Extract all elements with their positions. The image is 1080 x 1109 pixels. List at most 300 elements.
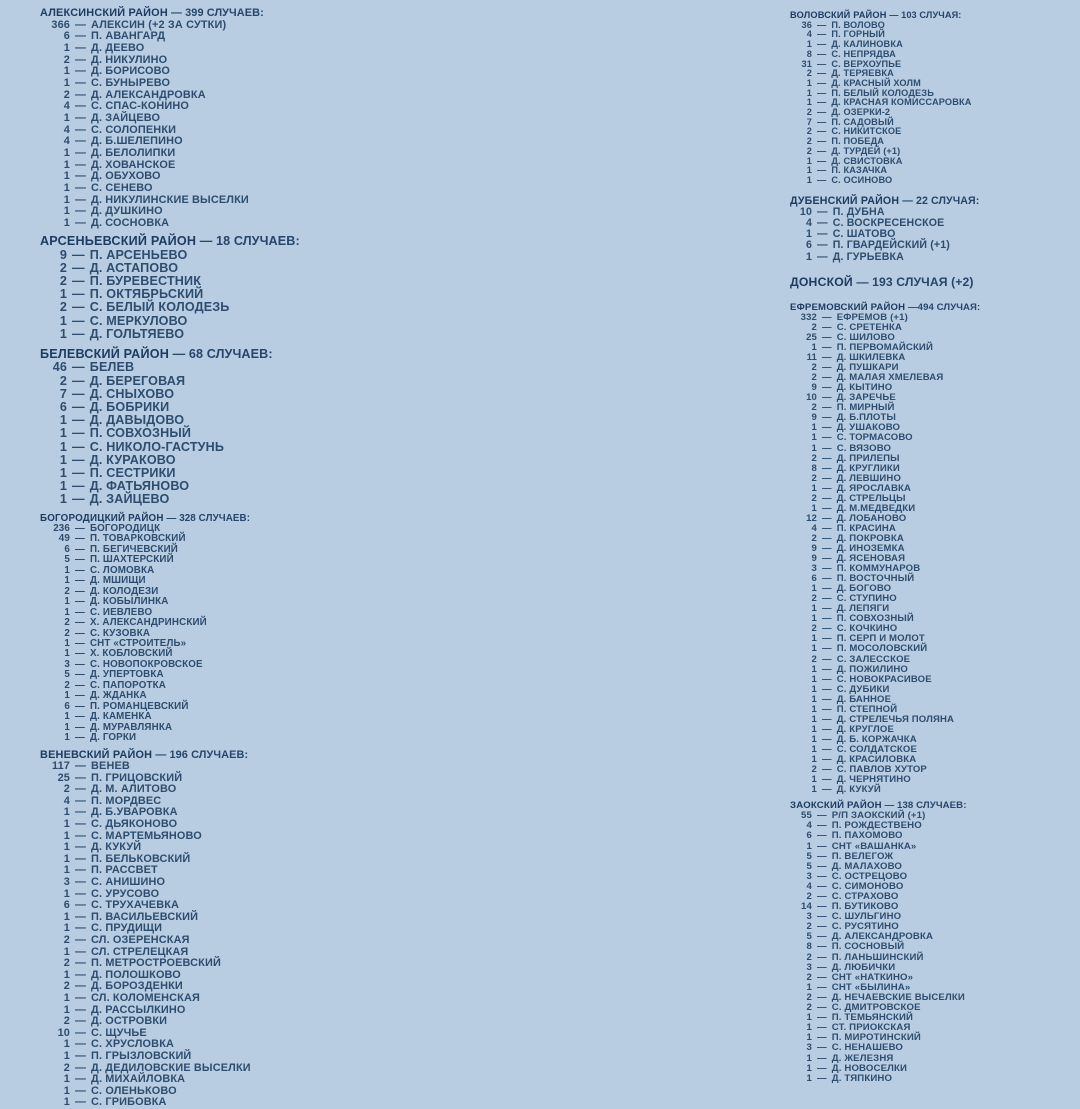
settlement-case-count: 4 bbox=[63, 123, 70, 136]
settlement-name: Д. ОБУХОВО bbox=[91, 170, 161, 183]
dash-separator: — bbox=[817, 39, 827, 50]
dash-separator: — bbox=[822, 362, 832, 374]
settlement-name: Д. ШКИЛЕВКА bbox=[836, 352, 906, 364]
dash-separator: — bbox=[817, 1032, 827, 1044]
settlement-row bbox=[790, 715, 1080, 725]
settlement-case-count: 25 bbox=[57, 771, 70, 784]
settlement-row bbox=[790, 454, 1080, 464]
settlement-case-count: 1 bbox=[63, 111, 70, 124]
settlement-case-count: 1 bbox=[63, 991, 70, 1004]
dash-separator: — bbox=[817, 850, 827, 862]
settlement-case-count: 1 bbox=[63, 76, 70, 89]
dash-separator: — bbox=[817, 19, 827, 30]
dash-separator: — bbox=[75, 1038, 87, 1051]
settlement-case-count: 8 bbox=[806, 941, 812, 953]
dash-separator: — bbox=[72, 313, 85, 328]
settlement-case-count: 5 bbox=[806, 860, 812, 872]
dash-separator: — bbox=[75, 721, 85, 733]
dash-separator: — bbox=[817, 991, 827, 1003]
settlement-name: С. ШАТОВО bbox=[832, 228, 896, 241]
dash-separator: — bbox=[822, 673, 832, 685]
settlement-case-count: 1 bbox=[63, 852, 70, 865]
settlement-name: С. СОЛДАТСКОЕ bbox=[836, 743, 917, 755]
settlement-name: П. ЛАНЬШИНСКИЙ bbox=[831, 951, 924, 963]
settlement-case-count: 9 bbox=[59, 247, 67, 262]
settlement-case-count: 1 bbox=[806, 165, 812, 176]
settlement-name: Д. М.МЕДВЕДКИ bbox=[836, 502, 916, 514]
dash-separator: — bbox=[817, 107, 827, 118]
settlement-name: Д. НИКУЛИНО bbox=[91, 53, 168, 66]
settlement-case-count: 1 bbox=[59, 287, 67, 302]
settlement-name: Д. МШИЩИ bbox=[89, 575, 146, 587]
settlement-name: С. СИМОНОВО bbox=[831, 880, 904, 892]
dash-separator: — bbox=[822, 683, 832, 695]
settlement-case-count: 2 bbox=[811, 593, 817, 605]
settlement-case-count: 1 bbox=[806, 1022, 812, 1034]
settlement-case-count: 1 bbox=[64, 732, 70, 744]
settlement-case-count: 4 bbox=[63, 794, 70, 807]
settlement-case-count: 6 bbox=[64, 543, 70, 555]
settlement-name: П. РОМАНЦЕВСКИЙ bbox=[89, 700, 189, 712]
district-case-count: — 18 СЛУЧАЕВ: bbox=[196, 234, 300, 249]
dash-separator: — bbox=[822, 482, 832, 494]
settlement-case-count: 2 bbox=[63, 1061, 70, 1074]
settlement-name: СЛ. СТРЕЛЕЦКАЯ bbox=[91, 945, 189, 958]
dash-separator: — bbox=[822, 764, 832, 776]
settlement-case-count: 1 bbox=[63, 65, 70, 78]
district-section bbox=[40, 235, 440, 341]
dash-separator: — bbox=[817, 228, 828, 241]
dash-separator: — bbox=[817, 921, 827, 933]
dash-separator: — bbox=[72, 465, 85, 480]
settlement-row bbox=[40, 1074, 440, 1086]
settlement-row bbox=[790, 604, 1080, 614]
settlement-case-count: 7 bbox=[59, 386, 67, 401]
settlement-case-count: 1 bbox=[811, 643, 817, 655]
dash-separator: — bbox=[75, 968, 87, 981]
settlement-name: С. ОСИНОВО bbox=[831, 174, 893, 185]
settlement-row bbox=[40, 388, 440, 401]
settlement-name: П. АВАНГАРД bbox=[91, 30, 166, 43]
settlement-case-count: 1 bbox=[63, 158, 70, 171]
dash-separator: — bbox=[822, 693, 832, 705]
dash-separator: — bbox=[817, 239, 828, 252]
dash-separator: — bbox=[75, 934, 87, 946]
district-section bbox=[790, 11, 1080, 186]
settlement-name: П. ТЕМЬЯНСКИЙ bbox=[831, 1012, 914, 1024]
settlement-name: Д. АСТАПОВО bbox=[89, 260, 179, 275]
dash-separator: — bbox=[75, 818, 87, 831]
district-name: БЕЛЕВСКИЙ РАЙОН bbox=[40, 347, 170, 362]
district-section bbox=[40, 750, 440, 1109]
dash-separator: — bbox=[817, 29, 827, 40]
dash-separator: — bbox=[817, 250, 828, 263]
settlement-case-count: 3 bbox=[806, 911, 812, 923]
dash-separator: — bbox=[817, 58, 827, 69]
settlement-name: С. КУЗОВКА bbox=[89, 627, 151, 639]
settlement-name: Д. СВИСТОВКА bbox=[831, 155, 903, 166]
settlement-row bbox=[790, 252, 1080, 263]
dash-separator: — bbox=[817, 126, 827, 137]
settlement-case-count: 1 bbox=[806, 97, 812, 108]
settlement-case-count: 2 bbox=[811, 532, 817, 544]
settlement-name: П. ВОСТОЧНЫЙ bbox=[836, 573, 915, 585]
settlement-name: Д. Б.УВАРОВКА bbox=[91, 806, 178, 819]
dash-separator: — bbox=[75, 65, 87, 78]
settlement-row bbox=[790, 433, 1080, 443]
dash-separator: — bbox=[822, 593, 832, 605]
settlement-name: Д. ПУШКАРИ bbox=[836, 362, 899, 374]
settlement-case-count: 3 bbox=[64, 658, 70, 670]
settlement-name: Д. НОВОСЕЛКИ bbox=[831, 1062, 908, 1074]
settlement-name: Д. ПОЖИЛИНО bbox=[836, 663, 908, 675]
settlement-name: Д. ЛЕПЯГИ bbox=[836, 603, 890, 615]
dash-separator: — bbox=[817, 810, 827, 822]
settlement-name: С. НИКИТСКОЕ bbox=[831, 126, 902, 137]
settlement-case-count: 6 bbox=[63, 899, 70, 912]
settlement-name: П. БЕЛЬКОВСКИЙ bbox=[91, 852, 191, 865]
settlement-case-count: 3 bbox=[63, 876, 70, 889]
dash-separator: — bbox=[75, 596, 85, 608]
dash-separator: — bbox=[75, 205, 87, 218]
dash-separator: — bbox=[75, 585, 85, 597]
dash-separator: — bbox=[75, 533, 85, 545]
settlement-row bbox=[790, 594, 1080, 604]
district-case-count: — 138 СЛУЧАЕВ: bbox=[881, 800, 967, 812]
settlement-name: СНТ «ВАШАНКА» bbox=[831, 840, 917, 852]
dash-separator: — bbox=[75, 658, 85, 670]
settlement-case-count: 5 bbox=[806, 850, 812, 862]
settlement-name: С. МАРТЕМЬЯНОВО bbox=[91, 829, 202, 842]
settlement-name: П. ГОРНЫЙ bbox=[831, 29, 885, 40]
settlement-case-count: 36 bbox=[801, 19, 812, 30]
settlement-row bbox=[40, 315, 440, 328]
right-column bbox=[790, 11, 1080, 1084]
settlement-case-count: 1 bbox=[811, 603, 817, 615]
settlement-row bbox=[40, 148, 440, 160]
settlement-name: С. СТРАХОВО bbox=[831, 891, 899, 903]
settlement-row bbox=[40, 43, 440, 55]
settlement-case-count: 1 bbox=[811, 613, 817, 625]
dash-separator: — bbox=[75, 991, 87, 1004]
dash-separator: — bbox=[75, 637, 85, 649]
dash-separator: — bbox=[75, 76, 87, 89]
settlement-name: Д. КРАСНЫЙ ХОЛМ bbox=[831, 77, 921, 88]
dash-separator: — bbox=[822, 623, 832, 635]
settlement-name: П. СОСНОВЫЙ bbox=[831, 941, 905, 953]
dash-separator: — bbox=[75, 922, 87, 935]
dash-separator: — bbox=[817, 931, 827, 943]
settlement-case-count: 11 bbox=[806, 352, 817, 364]
settlement-case-count: 1 bbox=[811, 743, 817, 755]
dash-separator: — bbox=[822, 663, 832, 675]
settlement-row bbox=[40, 993, 440, 1005]
dash-separator: — bbox=[72, 399, 85, 414]
settlement-row bbox=[790, 1043, 1080, 1053]
dash-separator: — bbox=[75, 1026, 87, 1039]
dash-separator: — bbox=[817, 97, 827, 108]
settlement-row bbox=[40, 819, 440, 831]
dash-separator: — bbox=[75, 135, 87, 148]
settlement-case-count: 1 bbox=[59, 313, 67, 328]
settlement-case-count: 2 bbox=[63, 53, 70, 66]
dash-separator: — bbox=[817, 116, 827, 127]
settlement-name: П. ТОВАРКОВСКИЙ bbox=[89, 533, 186, 545]
settlement-name: С. НЕНАШЕВО bbox=[831, 1042, 904, 1054]
settlement-case-count: 1 bbox=[806, 1072, 812, 1084]
settlement-name: Д. ДЕДИЛОВСКИЕ ВЫСЕЛКИ bbox=[91, 1061, 251, 1074]
settlement-name: П. СОВХОЗНЫЙ bbox=[89, 426, 192, 441]
settlement-name: ВЕНЕВ bbox=[91, 760, 130, 773]
settlement-case-count: 1 bbox=[64, 564, 70, 576]
settlement-row bbox=[790, 614, 1080, 624]
dash-separator: — bbox=[822, 412, 832, 424]
settlement-name: П. БУРЕВЕСТНИК bbox=[89, 274, 202, 289]
dash-separator: — bbox=[75, 30, 87, 43]
settlement-case-count: 1 bbox=[59, 326, 67, 341]
dash-separator: — bbox=[75, 554, 85, 566]
settlement-name: Д. ЛЕВШИНО bbox=[836, 472, 902, 484]
district-case-count: — 103 СЛУЧАЯ: bbox=[886, 10, 962, 20]
settlement-name: Д. БОГОВО bbox=[836, 583, 892, 595]
settlement-case-count: 2 bbox=[806, 136, 812, 147]
settlement-case-count: 1 bbox=[64, 596, 70, 608]
settlement-case-count: 2 bbox=[806, 921, 812, 933]
district-header bbox=[40, 235, 440, 248]
district-case-count: —494 СЛУЧАЯ: bbox=[905, 301, 981, 313]
district-section bbox=[40, 348, 440, 506]
settlement-case-count: 12 bbox=[806, 512, 817, 524]
settlement-case-count: 5 bbox=[64, 554, 70, 566]
dash-separator: — bbox=[75, 711, 85, 723]
settlement-row bbox=[790, 474, 1080, 484]
settlement-name: П. ПАХОМОВО bbox=[831, 830, 903, 842]
dash-separator: — bbox=[75, 806, 87, 819]
settlement-name: Д. КРУГЛОЕ bbox=[836, 723, 894, 735]
dash-separator: — bbox=[72, 426, 85, 441]
settlement-case-count: 2 bbox=[63, 1015, 70, 1028]
settlement-row bbox=[40, 113, 440, 125]
settlement-row bbox=[790, 1074, 1080, 1084]
dash-separator: — bbox=[72, 452, 85, 467]
dash-separator: — bbox=[817, 820, 827, 832]
district-section bbox=[40, 8, 440, 229]
settlement-case-count: 9 bbox=[811, 382, 817, 394]
settlement-case-count: 2 bbox=[806, 891, 812, 903]
settlement-case-count: 2 bbox=[811, 653, 817, 665]
dash-separator: — bbox=[75, 887, 87, 900]
dash-separator: — bbox=[72, 260, 85, 275]
settlement-name: П. БЕГИЧЕВСКИЙ bbox=[89, 543, 178, 555]
settlement-row bbox=[790, 423, 1080, 433]
settlement-case-count: 2 bbox=[59, 300, 67, 315]
settlement-row bbox=[40, 183, 440, 195]
settlement-case-count: 1 bbox=[806, 840, 812, 852]
settlement-name: С. ПАВЛОВ ХУТОР bbox=[836, 764, 927, 776]
settlement-row bbox=[790, 695, 1080, 705]
settlement-name: П. МИРОТИНСКИЙ bbox=[831, 1032, 921, 1044]
dash-separator: — bbox=[822, 502, 832, 514]
settlement-name: Д. КУРАКОВО bbox=[89, 452, 176, 467]
settlement-case-count: 1 bbox=[63, 216, 70, 229]
settlement-row bbox=[790, 745, 1080, 755]
settlement-name: С. ВЯЗОВО bbox=[836, 442, 892, 454]
settlement-row bbox=[790, 584, 1080, 594]
dash-separator: — bbox=[822, 643, 832, 655]
dash-separator: — bbox=[72, 439, 85, 454]
settlement-row bbox=[40, 493, 440, 506]
settlement-name: Д. БОРИСОВО bbox=[91, 65, 171, 78]
dash-separator: — bbox=[817, 870, 827, 882]
dash-separator: — bbox=[75, 1049, 87, 1062]
settlement-case-count: 2 bbox=[59, 260, 67, 275]
settlement-case-count: 6 bbox=[805, 239, 812, 252]
settlement-name: С. ТОРМАСОВО bbox=[836, 432, 913, 444]
settlement-case-count: 1 bbox=[811, 442, 817, 454]
settlement-name: П. ВОЛОВО bbox=[831, 19, 885, 30]
settlement-name: С. ГРИБОВКА bbox=[91, 1096, 167, 1109]
settlement-row bbox=[790, 655, 1080, 665]
settlement-name: Д. НЕЧАЕВСКИЕ ВЫСЕЛКИ bbox=[831, 991, 965, 1003]
settlement-name: АЛЕКСИН (+2 ЗА СУТКИ) bbox=[91, 18, 227, 31]
settlement-case-count: 2 bbox=[811, 492, 817, 504]
settlement-name: СТ. ПРИОКСКАЯ bbox=[831, 1022, 911, 1034]
dash-separator: — bbox=[822, 603, 832, 615]
settlement-case-count: 1 bbox=[811, 723, 817, 735]
left-column bbox=[40, 8, 440, 1109]
settlement-row bbox=[40, 441, 440, 454]
dash-separator: — bbox=[72, 479, 85, 494]
settlement-case-count: 117 bbox=[51, 760, 70, 773]
settlement-case-count: 1 bbox=[811, 663, 817, 675]
settlement-row bbox=[790, 176, 1080, 186]
settlement-case-count: 2 bbox=[806, 951, 812, 963]
settlement-case-count: 2 bbox=[64, 585, 70, 597]
settlement-name: П. РОЖДЕСТВЕНО bbox=[831, 820, 922, 832]
settlement-case-count: 2 bbox=[811, 402, 817, 414]
dash-separator: — bbox=[72, 247, 85, 262]
settlement-name: С. НЕПРЯДВА bbox=[831, 48, 896, 59]
settlement-name: Д. ЛЮБИЧКИ bbox=[831, 961, 896, 973]
dash-separator: — bbox=[75, 841, 87, 854]
settlement-name: Д. КУКУЙ bbox=[836, 784, 881, 796]
settlement-name: СНТ «БЫЛИНА» bbox=[831, 981, 911, 993]
dash-separator: — bbox=[822, 553, 832, 565]
settlement-case-count: 2 bbox=[811, 362, 817, 374]
settlement-row bbox=[40, 935, 440, 947]
district-case-count: — 193 СЛУЧАЯ (+2) bbox=[852, 274, 974, 289]
dash-separator: — bbox=[75, 146, 87, 159]
settlement-name: Д. Б.ПЛОТЫ bbox=[836, 412, 896, 424]
settlement-case-count: 1 bbox=[64, 606, 70, 618]
district-name: ЕФРЕМОВСКИЙ РАЙОН bbox=[790, 301, 906, 313]
settlement-case-count: 49 bbox=[58, 533, 70, 545]
settlement-case-count: 2 bbox=[63, 88, 70, 101]
settlement-case-count: 1 bbox=[63, 910, 70, 923]
settlement-case-count: 1 bbox=[811, 422, 817, 434]
dash-separator: — bbox=[822, 352, 832, 364]
settlement-row bbox=[790, 675, 1080, 685]
settlement-case-count: 9 bbox=[811, 412, 817, 424]
district-case-count: — 328 СЛУЧАЕВ: bbox=[163, 512, 251, 524]
settlement-name: С. СРЕТЕНКА bbox=[836, 321, 902, 333]
dash-separator: — bbox=[822, 472, 832, 484]
settlement-case-count: 3 bbox=[811, 563, 817, 575]
settlement-row bbox=[790, 755, 1080, 765]
settlement-name: С. БЕЛЫЙ КОЛОДЕЗЬ bbox=[89, 300, 230, 315]
dash-separator: — bbox=[817, 1042, 827, 1054]
dash-separator: — bbox=[72, 326, 85, 341]
settlement-case-count: 1 bbox=[63, 146, 70, 159]
settlement-case-count: 1 bbox=[63, 193, 70, 206]
settlement-row bbox=[790, 333, 1080, 343]
settlement-case-count: 9 bbox=[811, 543, 817, 554]
settlement-name: С. КОЧКИНО bbox=[836, 623, 898, 635]
settlement-case-count: 1 bbox=[811, 342, 817, 354]
dash-separator: — bbox=[817, 941, 827, 953]
district-header bbox=[790, 276, 1080, 289]
settlement-case-count: 1 bbox=[64, 575, 70, 587]
dash-separator: — bbox=[822, 392, 832, 404]
dash-separator: — bbox=[822, 512, 832, 524]
dash-separator: — bbox=[822, 492, 832, 504]
settlement-case-count: 1 bbox=[811, 482, 817, 494]
settlement-case-count: 1 bbox=[811, 693, 817, 705]
settlement-case-count: 1 bbox=[63, 829, 70, 842]
settlement-case-count: 1 bbox=[63, 1049, 70, 1062]
dash-separator: — bbox=[822, 703, 832, 715]
settlement-name: Д. СНЫХОВО bbox=[89, 386, 175, 401]
settlement-case-count: 1 bbox=[59, 479, 67, 494]
district-section bbox=[790, 303, 1080, 795]
settlement-name: Д. КРАСИЛОВКА bbox=[836, 753, 917, 765]
dash-separator: — bbox=[822, 743, 832, 755]
settlement-case-count: 1 bbox=[811, 703, 817, 715]
settlement-name: Д. ТУРДЕЙ (+1) bbox=[831, 145, 901, 156]
settlement-name: П. КАЗАЧКА bbox=[831, 165, 888, 176]
settlement-case-count: 2 bbox=[64, 617, 70, 629]
settlement-name: С. ИЕВЛЕВО bbox=[89, 606, 153, 618]
settlement-case-count: 1 bbox=[63, 1038, 70, 1051]
settlement-case-count: 2 bbox=[811, 764, 817, 776]
settlement-name: Д. НИКУЛИНСКИЕ ВЫСЕЛКИ bbox=[91, 193, 249, 206]
settlement-case-count: 10 bbox=[799, 205, 812, 218]
dash-separator: — bbox=[75, 732, 85, 744]
settlement-row bbox=[40, 761, 440, 773]
settlement-case-count: 55 bbox=[801, 810, 812, 822]
settlement-row bbox=[790, 444, 1080, 454]
settlement-case-count: 1 bbox=[63, 170, 70, 183]
settlement-case-count: 7 bbox=[806, 116, 812, 127]
settlement-case-count: 1 bbox=[811, 784, 817, 796]
settlement-case-count: 4 bbox=[806, 29, 812, 40]
district-case-count: — 68 СЛУЧАЕВ: bbox=[169, 347, 273, 362]
settlement-row bbox=[40, 427, 440, 440]
settlement-name: Д. КРУГЛИКИ bbox=[836, 462, 900, 474]
settlement-case-count: 2 bbox=[806, 145, 812, 156]
dash-separator: — bbox=[822, 462, 832, 474]
district-section bbox=[40, 514, 440, 744]
settlement-case-count: 1 bbox=[63, 1084, 70, 1097]
settlement-case-count: 6 bbox=[63, 30, 70, 43]
district-name: БОГОРОДИЦКИЙ РАЙОН bbox=[40, 512, 164, 524]
dash-separator: — bbox=[75, 910, 87, 923]
settlement-row bbox=[790, 373, 1080, 383]
settlement-case-count: 14 bbox=[801, 901, 812, 913]
settlement-case-count: 2 bbox=[59, 274, 67, 289]
dash-separator: — bbox=[72, 287, 85, 302]
settlement-case-count: 1 bbox=[64, 690, 70, 702]
